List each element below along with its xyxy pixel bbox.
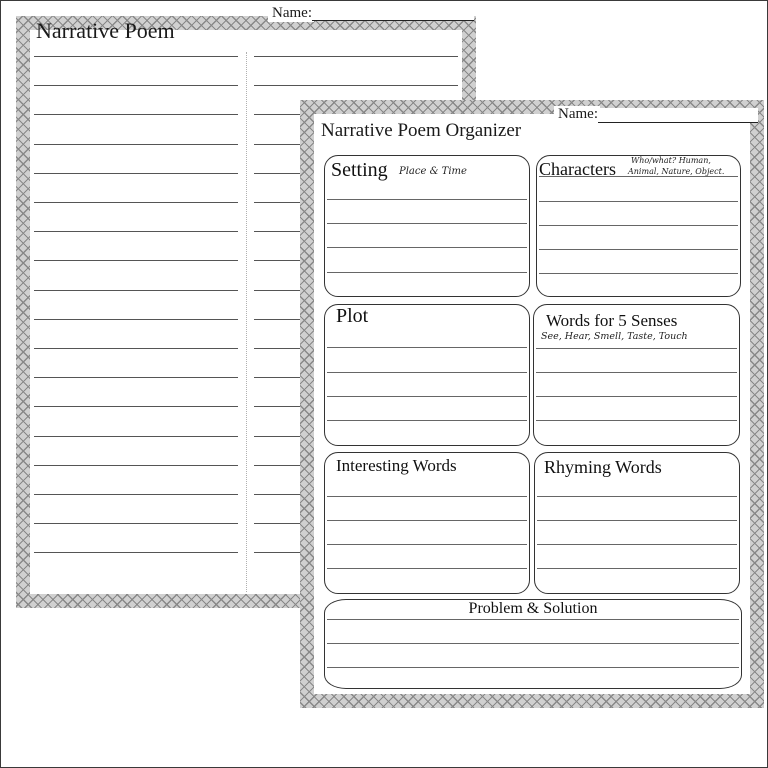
writing-lines-left[interactable] bbox=[34, 56, 238, 556]
name-label: Name: bbox=[268, 5, 314, 22]
writing-line bbox=[34, 290, 238, 291]
name-label: Name: bbox=[554, 106, 600, 123]
writing-line bbox=[327, 272, 527, 273]
writing-line bbox=[327, 520, 527, 521]
writing-line bbox=[327, 199, 527, 200]
writing-line bbox=[327, 568, 527, 569]
writing-line bbox=[327, 347, 527, 348]
characters-hint-line-2: Animal, Nature, Object. bbox=[628, 167, 725, 176]
writing-line bbox=[539, 201, 738, 202]
writing-line bbox=[34, 56, 238, 57]
writing-line bbox=[34, 465, 238, 466]
writing-line bbox=[536, 420, 737, 421]
setting-hint: Place & Time bbox=[399, 166, 467, 177]
interesting-words-label: Interesting Words bbox=[336, 456, 457, 475]
writing-line bbox=[539, 249, 738, 250]
writing-line bbox=[327, 619, 739, 620]
writing-line bbox=[536, 372, 737, 373]
name-field[interactable] bbox=[312, 6, 474, 21]
senses-hint: See, Hear, Smell, Taste, Touch bbox=[541, 331, 688, 342]
writing-line bbox=[327, 420, 527, 421]
writing-line bbox=[327, 223, 527, 224]
writing-line bbox=[34, 85, 238, 86]
writing-line bbox=[327, 496, 527, 497]
writing-line bbox=[327, 667, 739, 668]
writing-line bbox=[536, 396, 737, 397]
senses-label: Words for 5 Senses bbox=[546, 311, 678, 330]
writing-line bbox=[537, 520, 737, 521]
writing-line bbox=[536, 348, 737, 349]
writing-line bbox=[537, 544, 737, 545]
writing-line bbox=[34, 436, 238, 437]
writing-line bbox=[327, 372, 527, 373]
plot-label: Plot bbox=[336, 305, 369, 327]
page-title: Narrative Poem Organizer bbox=[321, 120, 522, 141]
rhyming-words-label: Rhyming Words bbox=[544, 457, 662, 477]
problem-solution-label: Problem & Solution bbox=[468, 600, 598, 617]
writing-line bbox=[34, 114, 238, 115]
writing-line bbox=[539, 273, 738, 274]
writing-line bbox=[34, 523, 238, 524]
writing-line bbox=[254, 56, 458, 57]
writing-line bbox=[34, 552, 238, 553]
writing-line bbox=[34, 173, 238, 174]
page-title: Narrative Poem bbox=[36, 18, 175, 43]
writing-line bbox=[34, 377, 238, 378]
characters-hint-line-1: Who/what? Human, bbox=[631, 156, 711, 165]
writing-line bbox=[34, 494, 238, 495]
writing-line bbox=[537, 568, 737, 569]
writing-line bbox=[537, 496, 737, 497]
writing-line bbox=[327, 544, 527, 545]
writing-line bbox=[34, 348, 238, 349]
writing-line bbox=[34, 144, 238, 145]
writing-line bbox=[34, 406, 238, 407]
writing-line bbox=[34, 231, 238, 232]
writing-line bbox=[327, 247, 527, 248]
writing-line bbox=[34, 319, 238, 320]
column-divider bbox=[246, 52, 247, 592]
writing-line bbox=[254, 85, 458, 86]
writing-line bbox=[34, 202, 238, 203]
writing-line bbox=[327, 396, 527, 397]
writing-line bbox=[539, 225, 738, 226]
characters-label: Characters bbox=[539, 159, 616, 179]
name-field[interactable] bbox=[598, 108, 758, 123]
writing-line bbox=[34, 260, 238, 261]
writing-line bbox=[327, 643, 739, 644]
setting-label: Setting bbox=[331, 159, 388, 181]
